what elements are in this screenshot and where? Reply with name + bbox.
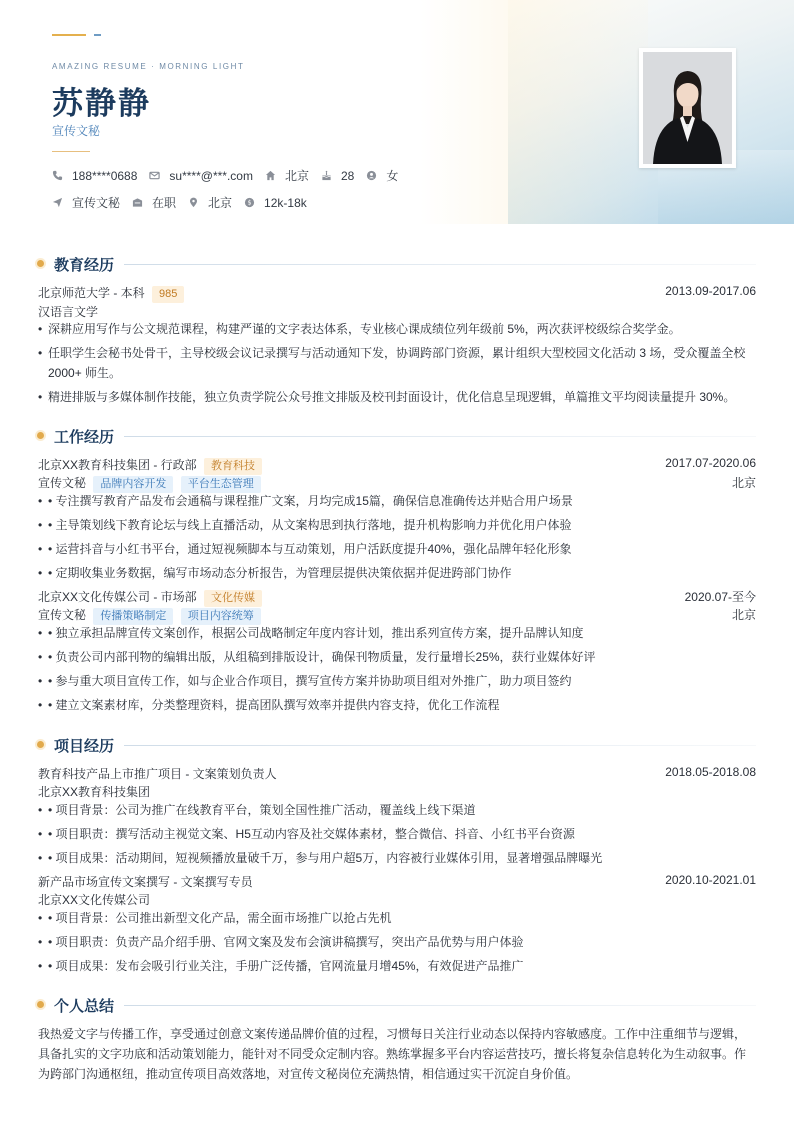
project-bullet: • • 项目背景：公司为推广在线教育平台，策划全国性推广活动，覆盖线上线下渠道	[38, 803, 476, 817]
section-work-header	[36, 426, 756, 446]
job-company: 北京XX教育科技集团 - 行政部	[38, 458, 197, 472]
education-tag: 985	[152, 286, 184, 303]
intent-salary: 12k-18k	[264, 195, 307, 210]
project-name: 教育科技产品上市推广项目 - 文案策划负责人	[38, 767, 277, 781]
candidate-name: 苏静静	[52, 86, 151, 121]
project-dates: 2020.10-2021.01	[665, 873, 756, 887]
section-summary-header	[36, 995, 756, 1015]
project-bullet: • • 项目背景：公司推出新型文化产品，需全面市场推广以抢占先机	[38, 911, 392, 925]
project-org: 北京XX教育科技集团	[38, 785, 151, 799]
section-rule	[124, 1005, 756, 1006]
age-value: 28	[340, 168, 355, 183]
job-industry-tag: 文化传媒	[204, 590, 262, 607]
project-bullet: • • 项目成果：发布会吸引行业关注，手册广泛传播，官网流量月增45%，有效促进产品推广	[38, 959, 524, 973]
project-bullet: • • 项目成果：活动期间，短视频播放量破千万，参与用户超5万，内容被行业媒体引用，显著增强品牌曝光	[38, 851, 603, 865]
job-skill-tag: 项目内容统筹	[181, 608, 261, 625]
section-dot	[37, 260, 44, 267]
job-bullet: • • 专注撰写教育产品发布会通稿与课程推广文案，月均完成15篇，确保信息准确传达并贴合用户场景	[38, 494, 573, 508]
job-role: 宣传文秘	[38, 476, 87, 490]
section-dot	[37, 741, 44, 748]
phone-item	[52, 169, 137, 183]
section-rule	[124, 745, 756, 746]
section-projects-header	[36, 735, 756, 755]
intent-location: 北京	[208, 196, 233, 210]
city-item	[265, 167, 309, 184]
section-title: 项目经历	[54, 738, 115, 755]
job-skill-tag: 传播策略制定	[93, 608, 173, 625]
section-title: 个人总结	[54, 998, 115, 1015]
section-dot	[37, 1001, 44, 1008]
job-location: 北京	[731, 608, 756, 622]
education-school: 北京师范大学 - 本科	[38, 286, 145, 300]
intent-position: 宣传文秘	[72, 196, 121, 210]
section-rule	[124, 436, 756, 437]
job-bullet: • • 定期收集业务数据，编写市场动态分析报告，为管理层提供决策依据并促进跨部门协作	[38, 566, 512, 580]
education-dates: 2013.09-2017.06	[665, 284, 756, 298]
profile-photo	[639, 48, 736, 168]
location-pin-icon	[188, 197, 199, 208]
job-bullet: • • 运营抖音与小红书平台，通过短视频脚本与互动策划，用户活跃度提升40%，强化品牌年轻化形象	[38, 542, 572, 556]
job-dates: 2017.07-2020.06	[665, 456, 756, 470]
intent-status: 在职	[152, 196, 177, 210]
section-title: 教育经历	[54, 257, 115, 274]
gender-value: 女	[386, 169, 399, 183]
gender-item	[366, 167, 398, 184]
job-dates: 2020.07-至今	[684, 590, 756, 604]
project-name: 新产品市场宣传文案撰写 - 文案撰写专员	[38, 875, 253, 889]
job-skill-tag: 品牌内容开发	[93, 476, 173, 493]
section-education-header	[36, 254, 756, 274]
intent-location-item	[188, 194, 232, 211]
education-bullet: • 任职学生会秘书处骨干，主导校级会议记录撰写与活动通知下发，协调跨部门资源，累计组织大型校园文化活动 3 场，受众覆盖全校 2000+ 师生。	[38, 346, 746, 380]
email-value: su****@***.com	[169, 168, 253, 183]
job-intent-row	[52, 194, 319, 211]
job-role: 宣传文秘	[38, 608, 87, 622]
job-bullet: • • 主导策划线下教育论坛与线上直播活动，从文案构思到执行落地，提升机构影响力并优化用户体验	[38, 518, 572, 532]
summary-text: 我热爱文字与传播工作，享受通过创意文案传递品牌价值的过程，习惯每日关注行业动态以保持内容敏感度。工作中注重细节与逻辑，具备扎实的文字功底和活动策划能力，能针对不同受众定制内容。熟练掌握多平台内容运营技巧，擅长将复杂信息转化为生动叙事。作为跨部门沟通枢纽，推动宣传项目高效落地，对宣传文秘岗位充满热情，相信通过实干沉淀自身价值。	[38, 1027, 747, 1081]
job-industry-tag: 教育科技	[204, 458, 262, 475]
project-dates: 2018.05-2018.08	[665, 765, 756, 779]
job-location: 北京	[731, 476, 756, 490]
svg-text:$: $	[247, 198, 252, 207]
home-icon	[265, 170, 276, 181]
education-bullet: • 精进排版与多媒体制作技能，独立负责学院公众号推文排版及校刊封面设计，优化信息呈现逻辑，单篇推文平均阅读量提升 30%。	[38, 390, 736, 404]
job-header	[38, 456, 756, 475]
candidate-title: 宣传文秘	[52, 124, 101, 138]
project-org: 北京XX文化传媒公司	[38, 893, 151, 907]
education-major: 汉语言文学	[38, 305, 99, 319]
phone-value: 188****0688	[72, 168, 138, 183]
resume-tagline: AMAZING RESUME · MORNING LIGHT	[52, 62, 245, 71]
name-divider	[52, 151, 90, 152]
job-header	[38, 588, 756, 607]
section-dot	[37, 432, 44, 439]
project-bullet: • • 项目职责：负责产品介绍手册、官网文案及发布会演讲稿撰写，突出产品优势与用户体验	[38, 935, 524, 949]
intent-salary-item	[244, 196, 307, 210]
job-bullet: • • 负责公司内部刊物的编辑出版，从组稿到排版设计，确保刊物质量，发行量增长25%，获行业媒体好评	[38, 650, 596, 664]
profile-photo-image	[643, 52, 732, 164]
section-rule	[124, 264, 756, 265]
coin-icon	[244, 197, 255, 208]
job-bullet: • • 参与重大项目宣传工作，如与企业合作项目，撰写宣传方案并协助项目组对外推广，助力项目签约	[38, 674, 572, 688]
project-bullet: • • 项目职责：撰写活动主视觉文案、H5互动内容及社交媒体素材，整合微信、抖音、小红书平台资源	[38, 827, 575, 841]
project-header	[38, 873, 756, 890]
job-bullet: • • 建立文案素材库，分类整理资料，提高团队撰写效率并提供内容支持，优化工作流程	[38, 698, 500, 712]
job-skill-tag: 平台生态管理	[181, 476, 261, 493]
section-title: 工作经历	[54, 429, 115, 446]
education-entry-header	[38, 284, 756, 303]
job-company: 北京XX文化传媒公司 - 市场部	[38, 590, 197, 604]
send-icon	[52, 197, 63, 208]
intent-status-item	[132, 194, 176, 211]
city-value: 北京	[284, 169, 309, 183]
email-item	[149, 169, 253, 183]
user-icon	[366, 170, 377, 181]
intent-position-item	[52, 194, 120, 211]
email-icon	[149, 170, 160, 181]
briefcase-icon	[132, 197, 143, 208]
cake-icon	[321, 170, 332, 181]
phone-icon	[52, 170, 63, 181]
job-bullet: • • 独立承担品牌宣传文案创作，根据公司战略制定年度内容计划，推出系列宣传方案，提升品牌认知度	[38, 626, 584, 640]
contact-row	[52, 167, 410, 184]
project-header	[38, 765, 756, 782]
education-bullet: • 深耕应用写作与公文规范课程，构建严谨的文字表达体系，专业核心课成绩位列年级前 5%，两次获评校级综合奖学金。	[38, 322, 681, 336]
age-item	[321, 169, 354, 183]
